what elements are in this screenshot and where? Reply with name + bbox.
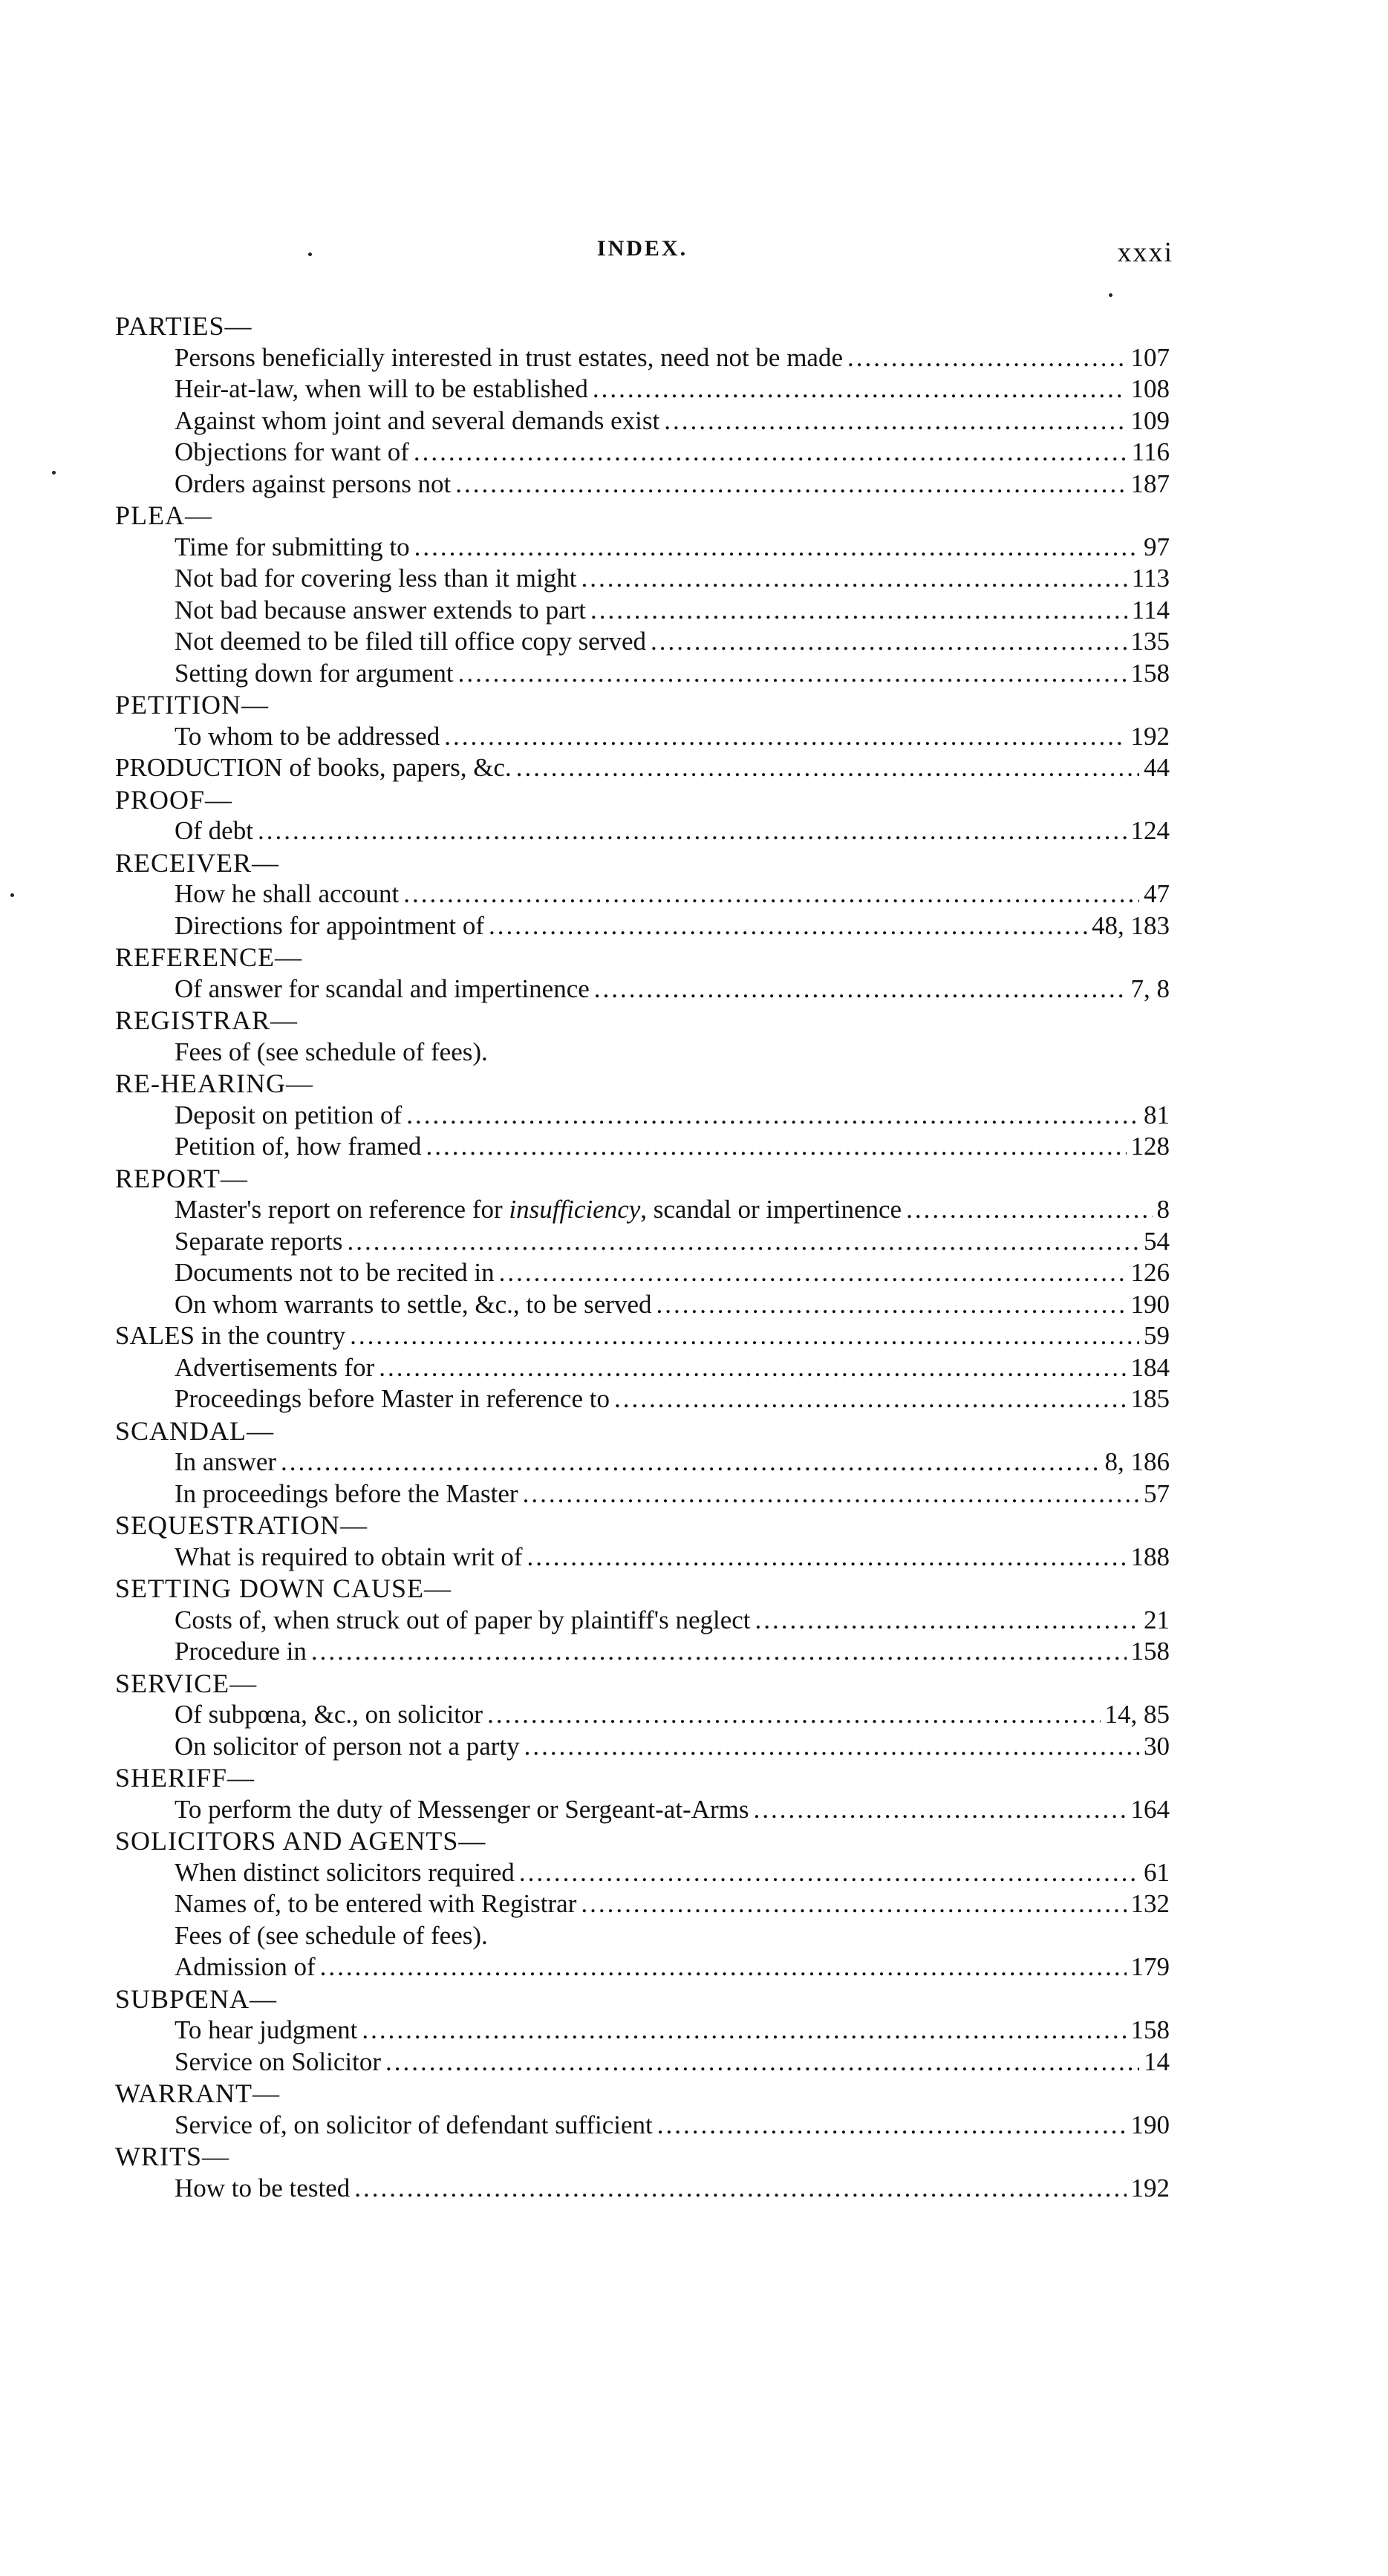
entry-text: Names of, to be entered with Registrar bbox=[175, 1889, 577, 1918]
index-subentry bbox=[115, 1951, 1170, 1983]
page-reference: 107 bbox=[1130, 342, 1170, 372]
dot-leader bbox=[593, 374, 1127, 405]
page-reference: 188 bbox=[1130, 1542, 1170, 1571]
index-heading: PROOF— bbox=[115, 784, 233, 815]
entry-text: In proceedings before the Master bbox=[175, 1478, 518, 1508]
index-subentry bbox=[115, 815, 1170, 847]
entry-text: Not bad for covering less than it might bbox=[175, 564, 577, 593]
page-reference: 190 bbox=[1130, 1289, 1170, 1319]
page-number: xxxi bbox=[1117, 237, 1173, 268]
index-heading: SUBPŒNA— bbox=[115, 1983, 278, 2014]
page-reference: 7, 8 bbox=[1130, 974, 1170, 1003]
entry-text: Costs of, when struck out of paper by plaintiff's neglect bbox=[175, 1605, 751, 1634]
index-heading: RE-HEARING— bbox=[115, 1069, 313, 1098]
running-title: INDEX. bbox=[596, 236, 688, 261]
index-subentry bbox=[115, 1131, 1170, 1163]
index-subentry bbox=[115, 342, 1170, 374]
dot-leader bbox=[499, 1257, 1127, 1289]
entry-text: On whom warrants to settle, &c., to be served bbox=[175, 1289, 652, 1319]
entry-text: On solicitor of person not a party bbox=[175, 1731, 520, 1761]
page-reference: 126 bbox=[1130, 1258, 1170, 1287]
dot-leader bbox=[281, 1447, 1100, 1478]
entry-text: Deposit on petition of bbox=[175, 1100, 403, 1129]
entry-text: What is required to obtain writ of bbox=[175, 1542, 523, 1571]
page-reference: 57 bbox=[1144, 1478, 1170, 1508]
entry-text: Admission of bbox=[175, 1952, 316, 1981]
page-reference: 30 bbox=[1144, 1731, 1170, 1761]
index-heading: SETTING DOWN CAUSE— bbox=[115, 1574, 452, 1603]
index-subentry bbox=[115, 2110, 1170, 2142]
dot-leader bbox=[487, 1699, 1100, 1731]
page-reference: 97 bbox=[1144, 532, 1170, 561]
dot-leader bbox=[581, 563, 1127, 595]
entry-text: SALES in the country bbox=[115, 1321, 346, 1350]
page-reference: 8, 186 bbox=[1104, 1447, 1170, 1476]
dot-leader bbox=[414, 437, 1127, 469]
entry-text: Fees of (see schedule of fees). bbox=[175, 1920, 488, 1950]
dot-leader bbox=[906, 1194, 1152, 1226]
page-reference: 192 bbox=[1130, 2173, 1170, 2202]
dot-leader bbox=[519, 1857, 1139, 1889]
dot-leader bbox=[444, 721, 1126, 753]
index-subentry bbox=[115, 1352, 1170, 1384]
index-subentry bbox=[115, 910, 1170, 942]
entry-text: To perform the duty of Messenger or Sergeant-at-Arms bbox=[175, 1794, 749, 1824]
entry-text: Persons beneficially interested in trust estates, need not be made bbox=[175, 342, 844, 372]
page-reference: 116 bbox=[1131, 437, 1170, 466]
entry-text: Service of, on solicitor of defendant sufficient bbox=[175, 2110, 653, 2139]
dot-leader bbox=[258, 815, 1127, 847]
dot-leader bbox=[754, 1794, 1127, 1826]
entry-text: When distinct solicitors required bbox=[175, 1857, 515, 1887]
index-subentry bbox=[115, 974, 1170, 1005]
index-heading: PARTIES— bbox=[115, 311, 252, 341]
page-reference: 179 bbox=[1130, 1952, 1170, 1981]
page-reference: 108 bbox=[1130, 374, 1170, 403]
index-subentry bbox=[115, 626, 1170, 658]
dot-leader bbox=[426, 1131, 1126, 1163]
page-reference: 61 bbox=[1144, 1857, 1170, 1887]
entry-text: Directions for appointment of bbox=[175, 910, 484, 940]
index-heading: SERVICE— bbox=[115, 1668, 258, 1698]
dot-leader bbox=[755, 1605, 1139, 1637]
page-reference: 164 bbox=[1130, 1794, 1170, 1824]
page-reference: 48, 183 bbox=[1092, 910, 1170, 940]
index-subentry bbox=[115, 1447, 1170, 1478]
print-speck bbox=[10, 893, 14, 897]
index-main-entry bbox=[115, 1320, 1170, 1352]
entry-text: To whom to be addressed bbox=[175, 721, 440, 751]
dot-leader bbox=[379, 1352, 1126, 1384]
index-heading: RECEIVER— bbox=[115, 847, 279, 878]
entry-text: Documents not to be recited in bbox=[175, 1258, 495, 1287]
page-header bbox=[111, 236, 1173, 273]
entry-text: Not bad because answer extends to part bbox=[175, 595, 586, 625]
page-reference: 135 bbox=[1130, 627, 1170, 656]
index-subentry bbox=[115, 595, 1170, 627]
page-reference: 8 bbox=[1156, 1195, 1170, 1224]
index-subentry bbox=[115, 563, 1170, 595]
index-subentry bbox=[115, 1289, 1170, 1321]
index-subentry bbox=[115, 2173, 1170, 2205]
index-subentry bbox=[115, 1857, 1170, 1889]
index-subentry bbox=[115, 2015, 1170, 2047]
dot-leader bbox=[594, 974, 1127, 1005]
index-heading: REGISTRAR— bbox=[115, 1005, 299, 1035]
page-reference: 21 bbox=[1144, 1605, 1170, 1634]
dot-leader bbox=[320, 1951, 1127, 1983]
page-reference: 124 bbox=[1130, 816, 1170, 845]
dot-leader bbox=[664, 405, 1126, 437]
dot-leader bbox=[581, 1888, 1126, 1920]
index-heading: PETITION— bbox=[115, 690, 269, 720]
entry-text: Of debt bbox=[175, 816, 253, 845]
print-speck bbox=[308, 252, 312, 256]
dot-leader bbox=[527, 1542, 1126, 1574]
dot-leader bbox=[350, 1320, 1139, 1352]
page-reference: 81 bbox=[1144, 1100, 1170, 1129]
dot-leader bbox=[489, 910, 1087, 942]
index-subentry bbox=[115, 437, 1170, 469]
dot-leader bbox=[657, 2110, 1127, 2142]
entry-text: PRODUCTION of books, papers, &c. bbox=[115, 753, 512, 782]
dot-leader bbox=[516, 752, 1139, 784]
entry-text: Procedure in bbox=[175, 1637, 307, 1666]
dot-leader bbox=[403, 878, 1139, 910]
index-subentry bbox=[115, 878, 1170, 910]
entry-text: Separate reports bbox=[175, 1226, 343, 1256]
page-reference: 109 bbox=[1130, 405, 1170, 435]
index-heading: SHERIFF— bbox=[115, 1763, 255, 1793]
index-subentry bbox=[115, 1226, 1170, 1258]
index-heading: SCANDAL— bbox=[115, 1415, 275, 1446]
dot-leader bbox=[385, 2047, 1139, 2078]
page-reference: 128 bbox=[1130, 1132, 1170, 1161]
index-subentry bbox=[115, 405, 1170, 437]
page-reference: 54 bbox=[1144, 1226, 1170, 1256]
index-heading: SEQUESTRATION— bbox=[115, 1510, 368, 1540]
entry-text: Fees of (see schedule of fees). bbox=[175, 1037, 488, 1066]
index-subentry bbox=[115, 1731, 1170, 1763]
entry-text: Objections for want of bbox=[175, 437, 409, 466]
dot-leader bbox=[347, 1226, 1139, 1258]
page-reference: 158 bbox=[1130, 1637, 1170, 1666]
entry-text: Setting down for argument bbox=[175, 658, 454, 688]
print-speck bbox=[52, 471, 56, 475]
entry-text: To hear judgment bbox=[175, 2015, 358, 2044]
page-reference: 190 bbox=[1130, 2110, 1170, 2139]
page-reference: 132 bbox=[1130, 1889, 1170, 1918]
index-subentry bbox=[115, 1478, 1170, 1510]
index-subentry bbox=[115, 1037, 1170, 1069]
entry-text: Advertisements for bbox=[175, 1352, 375, 1382]
index-subentry bbox=[115, 1605, 1170, 1637]
index-subentry bbox=[115, 1888, 1170, 1920]
page-reference: 187 bbox=[1130, 469, 1170, 498]
entry-text: Of subpœna, &c., on solicitor bbox=[175, 1700, 483, 1729]
dot-leader bbox=[614, 1383, 1127, 1415]
dot-leader bbox=[524, 1731, 1139, 1763]
entry-text: Master's report on reference for insufficiency, scandal or impertinence bbox=[175, 1195, 902, 1224]
page-reference: 185 bbox=[1130, 1384, 1170, 1413]
index-subentry bbox=[115, 1699, 1170, 1731]
index-subentry bbox=[115, 1636, 1170, 1668]
dot-leader bbox=[458, 658, 1127, 690]
index-main-entry bbox=[115, 752, 1170, 784]
entry-text: Proceedings before Master in reference to bbox=[175, 1384, 610, 1413]
index-heading: SOLICITORS AND AGENTS— bbox=[115, 1826, 486, 1856]
page-reference: 114 bbox=[1131, 595, 1170, 625]
index-subentry bbox=[115, 1920, 1170, 1952]
print-speck bbox=[1109, 293, 1112, 297]
entry-text: Service on Solicitor bbox=[175, 2047, 382, 2076]
page-reference: 44 bbox=[1144, 753, 1170, 782]
entry-text: Petition of, how framed bbox=[175, 1132, 422, 1161]
index-subentry bbox=[115, 1542, 1170, 1574]
page-reference: 47 bbox=[1144, 879, 1170, 908]
index-subentry bbox=[115, 469, 1170, 500]
index-subentry bbox=[115, 1257, 1170, 1289]
dot-leader bbox=[651, 626, 1127, 658]
index-subentry bbox=[115, 721, 1170, 753]
dot-leader bbox=[311, 1636, 1127, 1668]
index-list bbox=[115, 310, 1170, 2204]
dot-leader bbox=[362, 2015, 1126, 2047]
index-heading: REPORT— bbox=[115, 1163, 248, 1193]
index-subentry bbox=[115, 1383, 1170, 1415]
entry-text: How to be tested bbox=[175, 2173, 351, 2202]
page-reference: 59 bbox=[1144, 1321, 1170, 1350]
dot-leader bbox=[656, 1289, 1126, 1321]
dot-leader bbox=[590, 595, 1127, 627]
entry-text: Of answer for scandal and impertinence bbox=[175, 974, 590, 1003]
index-subentry bbox=[115, 2047, 1170, 2078]
index-heading: PLEA— bbox=[115, 500, 212, 530]
index-subentry bbox=[115, 374, 1170, 405]
dot-leader bbox=[354, 2173, 1126, 2205]
dot-leader bbox=[414, 532, 1139, 564]
page-reference: 184 bbox=[1130, 1352, 1170, 1382]
page-reference: 14, 85 bbox=[1104, 1700, 1170, 1729]
index-heading: REFERENCE— bbox=[115, 942, 303, 972]
index-subentry bbox=[115, 1100, 1170, 1132]
page-reference: 14 bbox=[1144, 2047, 1170, 2076]
page-reference: 192 bbox=[1130, 721, 1170, 751]
entry-text: Against whom joint and several demands exist bbox=[175, 405, 660, 435]
dot-leader bbox=[847, 342, 1126, 374]
index-heading: WRITS— bbox=[115, 2142, 229, 2171]
dot-leader bbox=[523, 1478, 1139, 1510]
entry-text: Heir-at-law, when will to be established bbox=[175, 374, 588, 403]
entry-text: Orders against persons not bbox=[175, 469, 452, 498]
dot-leader bbox=[455, 469, 1126, 500]
index-subentry bbox=[115, 1794, 1170, 1826]
index-subentry bbox=[115, 532, 1170, 564]
entry-text: How he shall account bbox=[175, 879, 400, 908]
page-reference: 158 bbox=[1130, 2015, 1170, 2044]
index-subentry bbox=[115, 1194, 1170, 1226]
page-reference: 158 bbox=[1130, 658, 1170, 688]
dot-leader bbox=[406, 1100, 1139, 1132]
index-heading: WARRANT— bbox=[115, 2078, 280, 2108]
index-subentry bbox=[115, 658, 1170, 690]
entry-text: In answer bbox=[175, 1447, 277, 1476]
entry-text: Time for submitting to bbox=[175, 532, 410, 561]
entry-text: Not deemed to be filed till office copy served bbox=[175, 627, 646, 656]
page-reference: 113 bbox=[1131, 564, 1170, 593]
